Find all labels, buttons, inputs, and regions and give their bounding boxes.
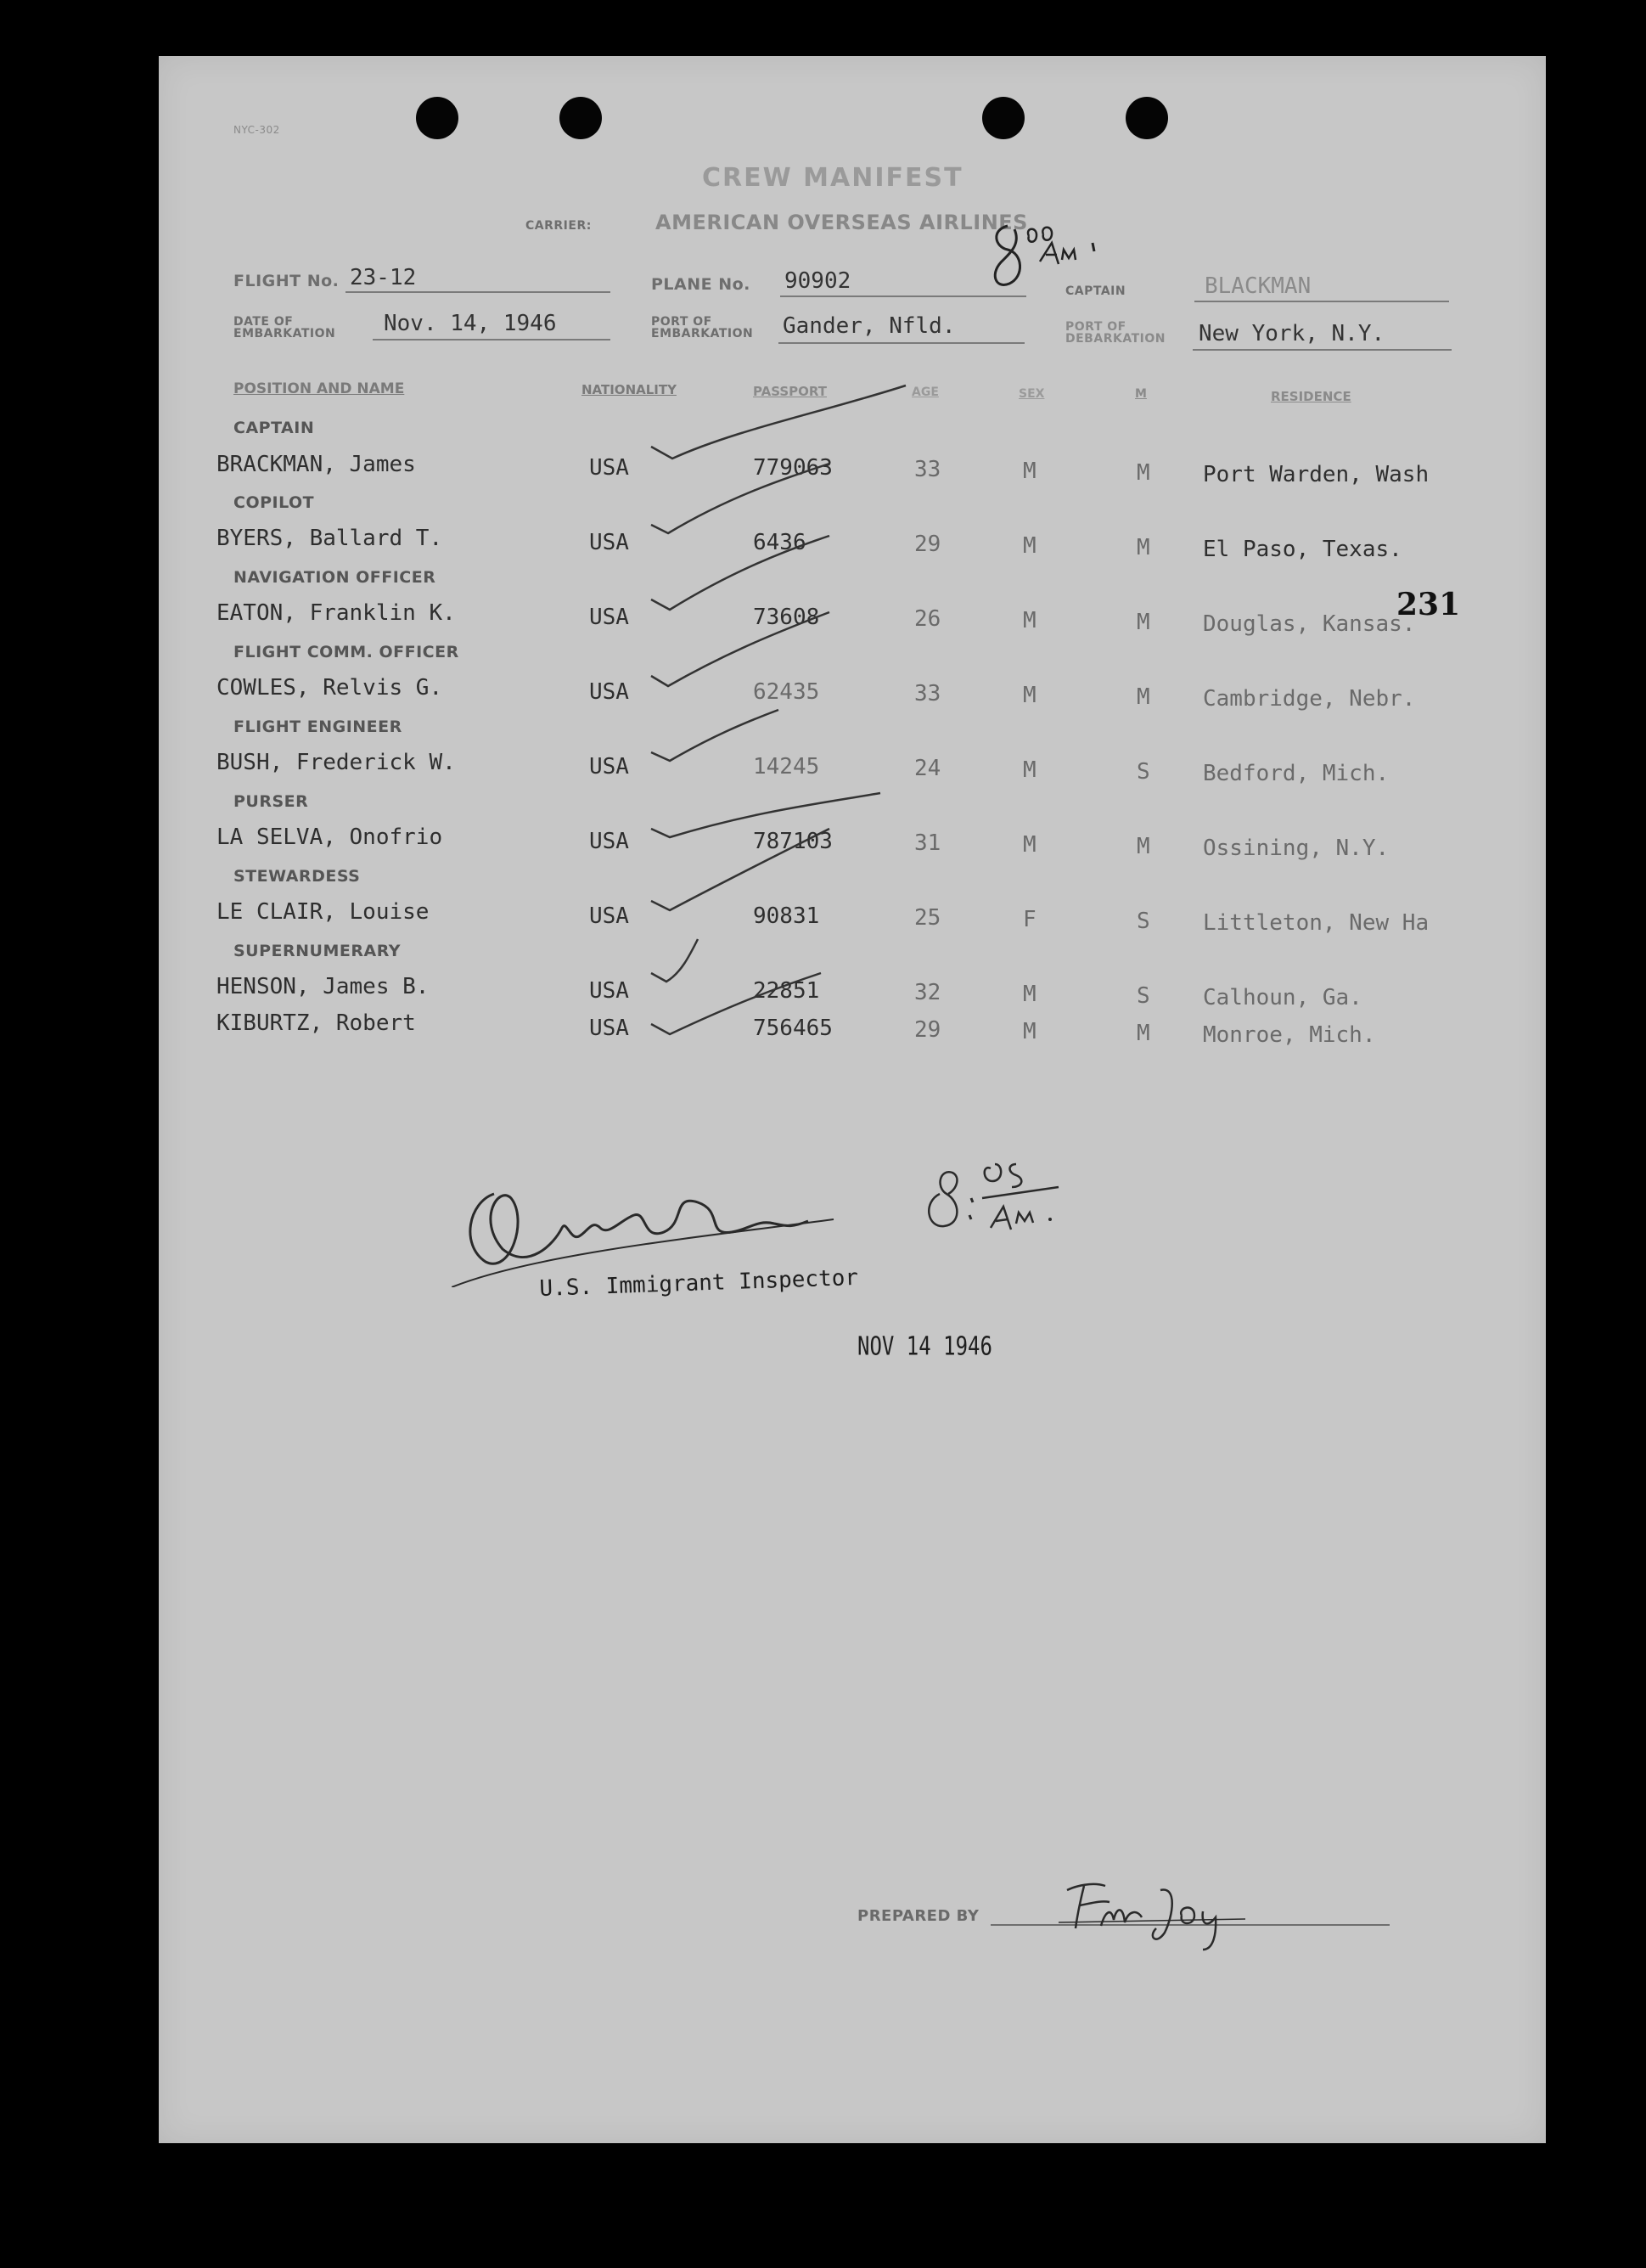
col-passport: PASSPORT	[753, 384, 828, 399]
checkmark	[651, 973, 821, 1034]
crew-passport: 62435	[753, 679, 820, 705]
carrier-label: CARRIER:	[525, 219, 592, 233]
form-code: NYC-302	[233, 124, 280, 136]
port-debark-label: PORT OF DEBARKATION	[1065, 320, 1166, 346]
crew-residence: Ossining, N.Y.	[1203, 836, 1390, 861]
crew-age: 31	[914, 830, 941, 856]
crew-position: STEWARDESS	[233, 867, 361, 886]
crew-sex: M	[1023, 832, 1036, 858]
punch-hole	[416, 97, 458, 139]
crew-nationality: USA	[589, 530, 629, 555]
crew-sex: M	[1023, 683, 1036, 708]
checkmark	[651, 464, 829, 533]
crew-marital: M	[1137, 1021, 1150, 1046]
crew-marital: M	[1137, 684, 1150, 710]
punch-hole	[982, 97, 1025, 139]
col-position-name: POSITION AND NAME	[233, 380, 405, 397]
crew-residence: Calhoun, Ga.	[1203, 985, 1362, 1010]
checkmark	[651, 612, 829, 686]
crew-position: NAVIGATION OFFICER	[233, 568, 436, 587]
date-label: DATE OF EMBARKATION	[233, 315, 336, 340]
port-debark-rule	[1193, 349, 1452, 351]
checkmark	[651, 710, 778, 761]
checkmarks	[651, 430, 1076, 1109]
plane-no-value: 90902	[784, 268, 851, 294]
flight-no-rule	[345, 291, 610, 293]
crew-nationality: USA	[589, 1016, 629, 1041]
crew-nationality: USA	[589, 903, 629, 929]
crew-sex: F	[1023, 907, 1036, 932]
punch-hole	[559, 97, 602, 139]
crew-name: LE CLAIR, Louise	[216, 899, 430, 925]
col-marital: M	[1135, 387, 1147, 401]
crew-sex: M	[1023, 459, 1036, 484]
plane-no-label: PLANE No.	[651, 275, 750, 294]
crew-name: COWLES, Relvis G.	[216, 675, 443, 701]
crew-residence: Littleton, New Ha	[1203, 910, 1430, 936]
col-residence: RESIDENCE	[1271, 389, 1351, 404]
port-debark-value: New York, N.Y.	[1199, 321, 1385, 346]
port-embark-value: Gander, Nfld.	[783, 313, 956, 339]
captain-value: BLACKMAN	[1205, 273, 1312, 299]
crew-passport: 90831	[753, 903, 820, 929]
inspection-stamp-date: NOV 14 1946	[857, 1331, 992, 1361]
crew-nationality: USA	[589, 455, 629, 481]
checkmark	[651, 939, 698, 982]
preparer-signature	[1059, 1865, 1262, 1958]
crew-age: 24	[914, 756, 941, 781]
crew-age: 29	[914, 1017, 941, 1043]
crew-marital: M	[1137, 834, 1150, 859]
crew-position: FLIGHT ENGINEER	[233, 718, 402, 736]
crew-passport: 756465	[753, 1016, 833, 1041]
crew-marital: M	[1137, 610, 1150, 635]
crew-sex: M	[1023, 982, 1036, 1007]
crew-position: PURSER	[233, 792, 309, 811]
crew-name: EATON, Franklin K.	[216, 600, 456, 626]
crew-passport: 73608	[753, 605, 820, 630]
crew-marital: M	[1137, 460, 1150, 486]
crew-residence: El Paso, Texas.	[1203, 537, 1402, 562]
crew-nationality: USA	[589, 754, 629, 779]
crew-marital: S	[1137, 909, 1150, 934]
flight-no-label: FLIGHT No.	[233, 272, 340, 290]
crew-sex: M	[1023, 608, 1036, 633]
col-nationality: NATIONALITY	[581, 382, 677, 397]
crew-marital: S	[1137, 759, 1150, 785]
crew-name: BRACKMAN, James	[216, 452, 416, 477]
crew-sex: M	[1023, 757, 1036, 783]
port-embark-label: PORT OF EMBARKATION	[651, 315, 754, 340]
checkmark	[651, 793, 880, 837]
crew-passport: 6436	[753, 530, 806, 555]
manifest-title: CREW MANIFEST	[702, 163, 963, 193]
captain-label: CAPTAIN	[1065, 284, 1126, 298]
carrier-name: AMERICAN OVERSEAS AIRLINES	[655, 211, 1028, 234]
crew-age: 32	[914, 980, 941, 1005]
checkmark	[651, 536, 829, 610]
manifest-page	[159, 56, 1546, 2143]
crew-nationality: USA	[589, 605, 629, 630]
date-rule	[373, 339, 610, 340]
checkmark	[651, 829, 829, 910]
crew-nationality: USA	[589, 829, 629, 854]
crew-position: FLIGHT COMM. OFFICER	[233, 643, 459, 661]
prepared-by-label: PREPARED BY	[857, 1907, 980, 1925]
crew-name: KIBURTZ, Robert	[216, 1010, 416, 1036]
col-age: AGE	[912, 386, 939, 399]
crew-residence: Bedford, Mich.	[1203, 761, 1390, 786]
date-value: Nov. 14, 1946	[384, 311, 557, 336]
crew-name: BUSH, Frederick W.	[216, 750, 456, 775]
crew-marital: S	[1137, 983, 1150, 1009]
crew-passport: 787103	[753, 829, 833, 854]
inspection-time-handwriting	[923, 1134, 1110, 1262]
crew-residence: Douglas, Kansas.	[1203, 611, 1416, 637]
crew-name: HENSON, James B.	[216, 974, 430, 999]
crew-age: 33	[914, 681, 941, 706]
crew-nationality: USA	[589, 679, 629, 705]
crew-age: 29	[914, 532, 941, 557]
time-note-handwriting	[974, 217, 1110, 302]
crew-passport: 22851	[753, 978, 820, 1004]
crew-residence: Port Warden, Wash	[1203, 462, 1430, 487]
flight-no-value: 23-12	[350, 265, 417, 290]
col-sex: SEX	[1019, 387, 1045, 401]
port-embark-rule	[778, 342, 1025, 344]
crew-sex: M	[1023, 533, 1036, 559]
crew-position: SUPERNUMERARY	[233, 942, 402, 960]
crew-passport: 14245	[753, 754, 820, 779]
crew-marital: M	[1137, 535, 1150, 560]
crew-age: 33	[914, 457, 941, 482]
crew-age: 25	[914, 905, 941, 931]
page-number: 231	[1396, 587, 1461, 622]
crew-sex: M	[1023, 1019, 1036, 1044]
crew-position: CAPTAIN	[233, 419, 315, 437]
crew-name: LA SELVA, Onofrio	[216, 824, 443, 850]
captain-rule	[1194, 301, 1449, 302]
crew-residence: Monroe, Mich.	[1203, 1022, 1376, 1048]
crew-nationality: USA	[589, 978, 629, 1004]
punch-hole	[1126, 97, 1168, 139]
crew-name: BYERS, Ballard T.	[216, 526, 443, 551]
inspector-title: U.S. Immigrant Inspector	[539, 1264, 859, 1302]
crew-residence: Cambridge, Nebr.	[1203, 686, 1416, 712]
crew-age: 26	[914, 606, 941, 632]
crew-passport: 779063	[753, 455, 833, 481]
crew-position: COPILOT	[233, 493, 315, 512]
